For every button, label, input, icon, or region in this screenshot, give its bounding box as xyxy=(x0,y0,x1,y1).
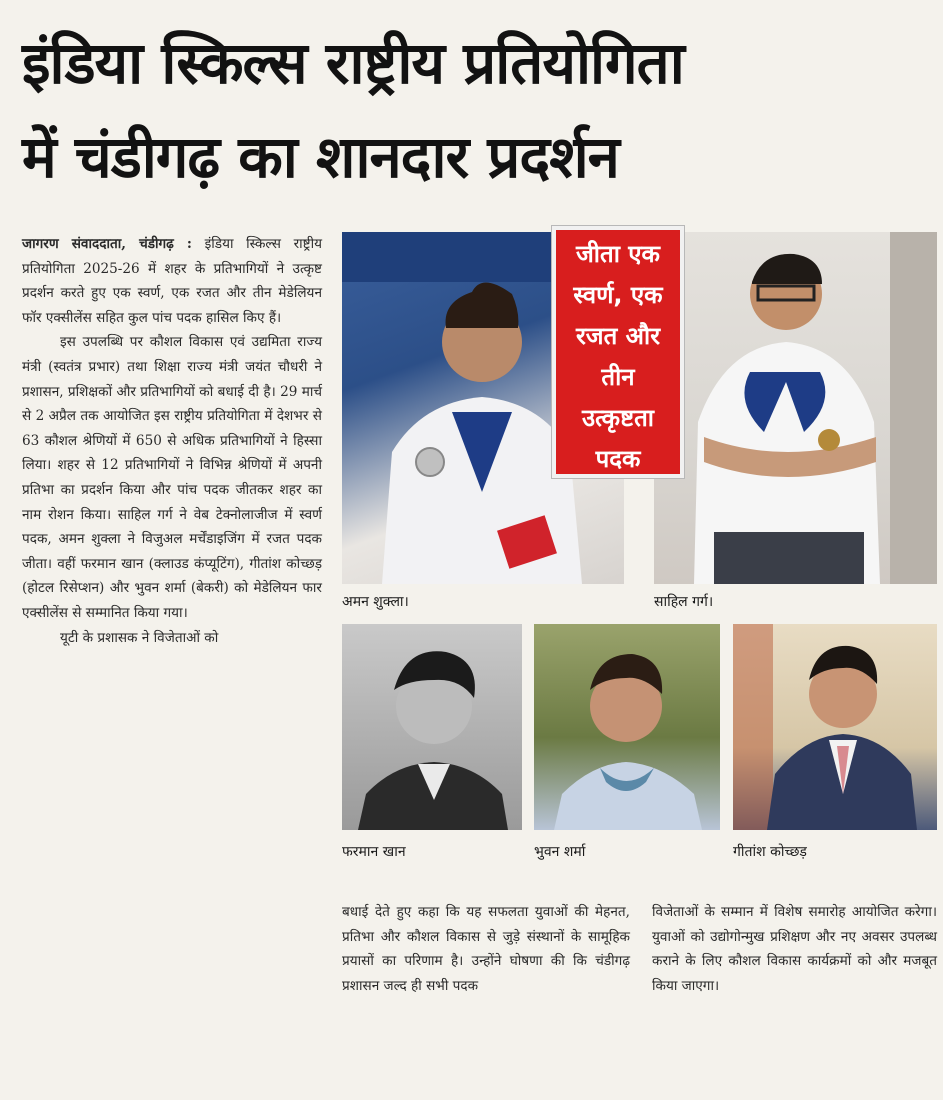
callout-line: उत्कृष्टता xyxy=(582,404,654,432)
photo-farman-khan xyxy=(342,624,522,830)
caption-geetansh-kochhar: गीतांश कोच्छड़ xyxy=(733,844,807,860)
byline: जागरण संवाददाता, चंडीगढ़ : xyxy=(22,236,192,252)
caption-farman-khan: फरमान खान xyxy=(342,844,406,860)
callout-line: तीन xyxy=(601,363,635,391)
person-silhouette-icon xyxy=(654,232,937,584)
article-column-2 xyxy=(342,900,630,998)
person-silhouette-icon xyxy=(342,624,522,830)
photo-sahil-garg xyxy=(654,232,937,584)
caption-aman-shukla: अमन शुक्ला। xyxy=(342,594,409,610)
article-paragraph-2: इस उपलब्धि पर कौशल विकास एवं उद्यमिता राज्य मंत्री (स्वतंत्र प्रभार) तथा शिक्षा राज्य मंत्री जयंत चौधरी ने प्रशासन, प्रशिक्षकों और प्रतिभागियों को बधाई दी है। 29 मार्च से 2 अप्रैल तक आयोजित इस राष्ट्रीय प्रतियोगिता में देशभर से 63 कौशल श्रेणियों में 650 से अधिक प्रतिभागियों ने हिस्सा लिया। शहर से 12 प्रतिभागियों ने विभिन्न श्रेणियों में अपनी प्रतिभा का प्रदर्शन किया और पांच पदक जीतकर शहर का नाम रोशन किया। साहिल गर्ग ने वेब टेक्नोलाजीज में स्वर्ण पदक, अमन शुक्ला ने विजुअल मर्चेंडाइजिंग में रजत पदक जीता। वहीं फरमान खान (क्लाउड कंप्यूटिंग), गीतांश कोच्छड़ (होटल रिसेप्शन) और भुवन शर्मा (बेकरी) को मेडेलियन फार एक्सीलेंस से सम्मानित किया गया। xyxy=(22,334,322,621)
callout-line: रजत और xyxy=(575,322,661,350)
headline-line-1: इंडिया स्किल्स राष्ट्रीय प्रतियोगिता xyxy=(22,29,684,97)
article-paragraph-3: यूटी के प्रशासक ने विजेताओं को xyxy=(60,629,219,646)
callout-line: स्वर्ण, एक xyxy=(573,281,663,309)
photo-geetansh-kochhar xyxy=(733,624,937,830)
article-column-3 xyxy=(652,900,937,998)
photo-bhuvan-sharma xyxy=(534,624,720,830)
caption-sahil-garg: साहिल गर्ग। xyxy=(654,594,714,610)
headline xyxy=(22,16,922,204)
callout-line: पदक xyxy=(595,445,641,473)
article-paragraph-5: विजेताओं के सम्मान में विशेष समारोह आयोजित करेगा। युवाओं को उद्योगोन्मुख प्रशिक्षण और नए अवसर उपलब्ध कराने के लिए कौशल विकास कार्यक्रमों को और मजबूत किया जाएगा। xyxy=(652,904,937,994)
article-column-1 xyxy=(22,232,322,650)
highlight-callout xyxy=(552,226,684,478)
person-silhouette-icon xyxy=(733,624,937,830)
lead-text: इंडिया स्किल्स राष्ट्रीय प्रतियोगिता 2025-26 में शहर के प्रतिभागियों ने उत्कृष्ट प्रदर्शन करते हुए एक स्वर्ण, एक रजत और तीन मेडेलियन फॉर एक्सीलेंस सहित कुल पांच पदक हासिल किए हैं। xyxy=(22,236,323,326)
caption-bhuvan-sharma: भुवन शर्मा xyxy=(534,844,586,860)
article-paragraph-4: बधाई देते हुए कहा कि यह सफलता युवाओं की मेहनत, प्रतिभा और कौशल विकास से जुड़े संस्थानों के सामूहिक प्रयासों का परिणाम है। उन्होंने घोषणा की कि चंडीगढ़ प्रशासन जल्द ही सभी पदक xyxy=(342,904,630,994)
callout-line: जीता एक xyxy=(576,240,660,268)
article-paragraph-1 xyxy=(22,232,322,330)
headline-line-2: में चंडीगढ़ का शानदार प्रदर्शन xyxy=(22,123,619,191)
person-silhouette-icon xyxy=(534,624,720,830)
